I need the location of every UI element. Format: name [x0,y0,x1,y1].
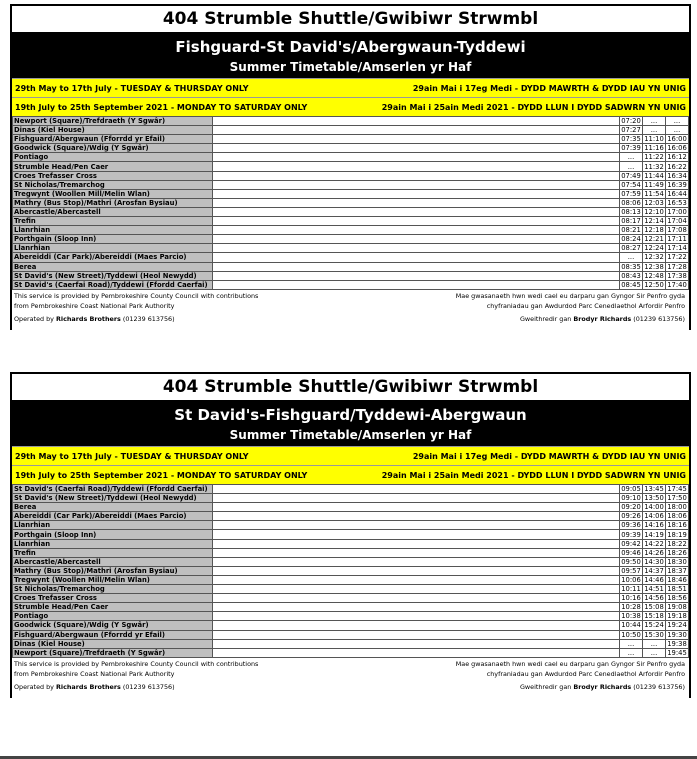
departure-time: 08:35 [621,262,641,271]
departure-time: 16:00 [667,135,687,144]
departure-time: 07:35 [621,135,641,144]
operator-phone-welsh: (01239 613756) [633,314,685,323]
timetable-row [13,198,689,207]
timetable-row [13,630,689,639]
blank-cell [213,575,620,584]
blank-cell [213,503,620,512]
timetable-row [13,594,689,603]
timetable-row [13,171,689,180]
departure-time: 12:18 [644,226,664,235]
departure-time: 19:30 [667,630,687,639]
timetable-grid [12,484,689,658]
departure-time: ... [643,117,666,126]
departure-time: 17:38 [667,271,687,280]
blank-cell [213,603,620,612]
season-heading: Summer Timetable/Amserlen yr Haf [12,58,689,78]
timetable-row [13,226,689,235]
stop-name: Mathry (Bus Stop)/Mathri (Arosfan Bysiau) [13,198,213,207]
timetable-row [13,217,689,226]
departure-time: 18:19 [667,530,687,539]
departure-time: 11:49 [644,180,664,189]
departure-time: 16:39 [667,180,687,189]
service-band-2 [12,465,689,484]
departure-time: 18:26 [667,548,687,557]
operator-name-welsh: Brodyr Richards [573,314,632,323]
departure-time: 12:38 [644,262,664,271]
timetable-row [13,548,689,557]
departure-time: 10:28 [621,603,641,612]
timetable-row [13,648,689,657]
operator-prefix-welsh: Gweithredir gan [519,682,572,691]
blank-cell [213,180,620,189]
band-1-english: 29th May to 17th July - TUESDAY & THURSDAY ONLY [15,83,249,93]
departure-time: 09:26 [621,512,641,521]
departure-time: 16:53 [667,198,687,207]
departure-time: 15:08 [644,603,664,612]
departure-time: 12:24 [644,244,664,253]
timetable-row [13,603,689,612]
timetable-row [13,253,689,262]
departure-time: 09:46 [621,548,641,557]
departure-time: 15:18 [644,612,664,621]
timetable-row [13,512,689,521]
stop-name: Trefin [13,548,213,557]
departure-time: 08:17 [621,217,641,226]
departure-time: ... [620,153,643,162]
departure-time: 09:05 [621,485,641,494]
panel-footer [12,658,689,698]
panel-title: 404 Strumble Shuttle/Gwibiwr Strwmbl [12,6,689,34]
footer-operator-english [14,683,175,691]
departure-time: 14:16 [644,521,664,530]
blank-cell [213,226,620,235]
footer-operator-english [14,315,175,323]
stop-name: St David's (Caerfai Road)/Tyddewi (Ffordd Caerfai) [13,485,213,494]
band-2-welsh: 29ain Mai i 25ain Medi 2021 - DYDD LLUN I DYDD SADWRN YN UNIG [381,102,686,112]
departure-time: 17:50 [667,494,687,503]
departure-time: 14:19 [644,530,664,539]
departure-time: 11:54 [644,189,664,198]
blank-cell [213,485,620,494]
service-band-2 [12,97,689,116]
timetable-row [13,639,689,648]
departure-time: 08:24 [621,235,641,244]
timetable-row [13,585,689,594]
blank-cell [213,253,620,262]
blank-cell [213,207,620,216]
departure-time: 12:48 [644,271,664,280]
timetable-row [13,153,689,162]
blank-cell [213,162,620,171]
operator-name-welsh: Brodyr Richards [573,682,632,691]
footer-contrib-welsh: chyfraniadau gan Awdurdod Parc Cenedlaethol Arfordir Penfro [486,301,685,310]
blank-cell [213,594,620,603]
timetable-grid [12,116,689,290]
blank-cell [213,153,620,162]
departure-time: 09:10 [621,494,641,503]
stop-name: Llanrhian [13,244,213,253]
blank-cell [213,639,620,648]
blank-cell [213,198,620,207]
timetable-row [13,271,689,280]
departure-time: 12:14 [644,217,664,226]
departure-time: 16:22 [667,162,687,171]
stop-name: Newport (Square)/Trefdraeth (Y Sgwâr) [13,117,213,126]
stop-name: Abercastle/Abercastell [13,207,213,216]
departure-time: ... [666,117,689,126]
stop-name: Dinas (Kiel House) [13,126,213,135]
departure-time: ... [643,126,666,135]
service-band-1 [12,446,689,465]
timetable-row [13,557,689,566]
departure-time: 07:27 [621,126,641,135]
departure-time: 15:24 [644,621,664,630]
stop-name: Porthgain (Sloop Inn) [13,530,213,539]
departure-time: 14:06 [644,512,664,521]
blank-cell [213,135,620,144]
blank-cell [213,189,620,198]
departure-time: 09:20 [621,503,641,512]
timetable-row [13,207,689,216]
departure-time: 07:39 [621,144,641,153]
departure-time: 14:51 [644,585,664,594]
departure-time: 12:21 [644,235,664,244]
departure-time: 19:08 [667,603,687,612]
departure-time: 10:50 [621,630,641,639]
departure-time: 18:46 [667,575,687,584]
departure-time: 14:46 [644,575,664,584]
service-band-1 [12,78,689,97]
stop-name: Porthgain (Sloop Inn) [13,235,213,244]
departure-time: 10:06 [621,575,641,584]
timetable-row [13,126,689,135]
timetable-row [13,262,689,271]
departure-time: 18:30 [667,557,687,566]
operator-prefix-welsh: Gweithredir gan [519,314,572,323]
band-2-welsh: 29ain Mai i 25ain Medi 2021 - DYDD LLUN I DYDD SADWRN YN UNIG [381,470,686,480]
stop-name: St Nicholas/Tremarchog [13,180,213,189]
band-2-english: 19th July to 25th September 2021 - MONDAY TO SATURDAY ONLY [15,102,308,112]
band-1-english: 29th May to 17th July - TUESDAY & THURSDAY ONLY [15,451,249,461]
operator-prefix: Operated by [14,682,54,691]
departure-time: 16:06 [667,144,687,153]
blank-cell [213,262,620,271]
timetable-row [13,503,689,512]
operator-phone-welsh: (01239 613756) [633,682,685,691]
blank-cell [213,126,620,135]
departure-time: 17:14 [667,244,687,253]
departure-time: 13:50 [644,494,664,503]
blank-cell [213,621,620,630]
departure-time: 07:20 [621,117,641,126]
departure-time: 16:34 [667,171,687,180]
band-1-welsh: 29ain Mai i 17eg Medi - DYDD MAWRTH & DYDD IAU YN UNIG [412,451,686,461]
footer-funding-english: This service is provided by Pembrokeshire County Council with contributions [14,291,259,300]
departure-time: 19:45 [667,648,687,657]
departure-time: 18:16 [667,521,687,530]
blank-cell [213,557,620,566]
timetable-row [13,575,689,584]
departure-time: 18:00 [667,503,687,512]
timetable-row [13,144,689,153]
departure-time: 14:56 [644,594,664,603]
timetable-row [13,235,689,244]
blank-cell [213,539,620,548]
stop-name: Llanrhian [13,521,213,530]
departure-time: 12:50 [644,280,664,289]
stop-name: St David's (New Street)/Tyddewi (Heol Newydd) [13,271,213,280]
stop-name: Llanrhian [13,539,213,548]
departure-time: 10:11 [621,585,641,594]
blank-cell [213,512,620,521]
departure-time: ... [620,253,643,262]
blank-cell [213,280,620,289]
stop-name: Pontiago [13,153,213,162]
blank-cell [213,144,620,153]
departure-time: 09:50 [621,557,641,566]
departure-time: ... [643,639,666,648]
departure-time: 09:57 [621,566,641,575]
stop-name: Croes Trefasser Cross [13,594,213,603]
timetable-row [13,244,689,253]
operator-phone: (01239 613756) [122,682,175,691]
departure-time: 16:44 [667,189,687,198]
timetable-row [13,135,689,144]
timetable-row [13,280,689,289]
route-heading: St David's-Fishguard/Tyddewi-Abergwaun [12,402,689,426]
departure-time: 14:30 [644,557,664,566]
timetable-row [13,521,689,530]
blank-cell [213,612,620,621]
departure-time: 17:04 [667,217,687,226]
blank-cell [213,271,620,280]
timetable-row [13,485,689,494]
timetable-row [13,180,689,189]
blank-cell [213,494,620,503]
blank-cell [213,566,620,575]
departure-time: 18:51 [667,585,687,594]
footer-contrib-welsh: chyfraniadau gan Awdurdod Parc Cenedlaethol Arfordir Penfro [486,669,685,678]
departure-time: 10:44 [621,621,641,630]
stop-name: Trefin [13,217,213,226]
blank-cell [213,244,620,253]
stop-name: Berea [13,503,213,512]
timetable-row [13,162,689,171]
footer-operator-welsh [520,315,685,323]
departure-time: 17:45 [667,485,687,494]
stop-name: Tregwynt (Woollen Mill/Melin Wlan) [13,575,213,584]
band-2-english: 19th July to 25th September 2021 - MONDAY TO SATURDAY ONLY [15,470,308,480]
departure-time: 19:24 [667,621,687,630]
departure-time: 07:59 [621,189,641,198]
footer-funding-english: This service is provided by Pembrokeshire County Council with contributions [14,659,259,668]
departure-time: 17:28 [667,262,687,271]
stop-name: Llanrhian [13,226,213,235]
footer-contrib-english: from Pembrokeshire Coast National Park Authority [14,669,175,678]
departure-time: 15:30 [644,630,664,639]
blank-cell [213,521,620,530]
footer-funding-welsh: Mae gwasanaeth hwn wedi cael eu darparu gan Gyngor Sir Penfro gyda [455,659,685,668]
departure-time: 18:56 [667,594,687,603]
departure-time: 13:45 [644,485,664,494]
departure-time: 17:40 [667,280,687,289]
timetable-row [13,566,689,575]
operator-phone: (01239 613756) [122,314,175,323]
timetable-row [13,117,689,126]
blank-cell [213,585,620,594]
departure-time: 18:06 [667,512,687,521]
departure-time: ... [643,648,666,657]
stop-name: Pontiago [13,612,213,621]
blank-cell [213,217,620,226]
departure-time: 17:11 [667,235,687,244]
stop-name: Strumble Head/Pen Caer [13,162,213,171]
departure-time: 08:45 [621,280,641,289]
timetable-panel-return [10,372,691,698]
footer-funding-welsh: Mae gwasanaeth hwn wedi cael eu darparu gan Gyngor Sir Penfro gyda [455,291,685,300]
departure-time: 17:22 [667,253,687,262]
departure-time: 14:37 [644,566,664,575]
operator-name: Richards Brothers [55,314,121,323]
departure-time: 17:08 [667,226,687,235]
departure-time: 18:37 [667,566,687,575]
stop-name: St David's (Caerfai Road)/Tyddewi (Ffordd Caerfai) [13,280,213,289]
operator-name: Richards Brothers [55,682,121,691]
departure-time: 12:10 [644,207,664,216]
stop-name: Fishguard/Abergwaun (Fforrdd yr Efail) [13,630,213,639]
departure-time: 11:10 [644,135,664,144]
stop-name: Fishguard/Abergwaun (Fforrdd yr Efail) [13,135,213,144]
departure-time: 19:18 [667,612,687,621]
panel-footer [12,290,689,330]
departure-time: 14:00 [644,503,664,512]
stop-name: St David's (New Street)/Tyddewi (Heol Newydd) [13,494,213,503]
departure-time: 08:13 [621,207,641,216]
stop-name: Croes Trefasser Cross [13,171,213,180]
stop-name: Strumble Head/Pen Caer [13,603,213,612]
route-heading: Fishguard-St David's/Abergwaun-Tyddewi [12,34,689,58]
blank-cell [213,548,620,557]
departure-time: 08:06 [621,198,641,207]
departure-time: 09:42 [621,539,641,548]
departure-time: ... [620,648,643,657]
timetable-row [13,612,689,621]
departure-time: 07:54 [621,180,641,189]
departure-time: 10:38 [621,612,641,621]
timetable-row [13,621,689,630]
stop-name: Berea [13,262,213,271]
stop-name: St Nicholas/Tremarchog [13,585,213,594]
departure-time: 17:00 [667,207,687,216]
footer-contrib-english: from Pembrokeshire Coast National Park Authority [14,301,175,310]
stop-name: Mathry (Bus Stop)/Mathri (Arosfan Bysiau) [13,566,213,575]
departure-time: 18:22 [667,539,687,548]
blank-cell [213,530,620,539]
blank-cell [213,648,620,657]
stop-name: Newport (Square)/Trefdraeth (Y Sgwâr) [13,648,213,657]
blank-cell [213,235,620,244]
season-heading: Summer Timetable/Amserlen yr Haf [12,426,689,446]
departure-time: 09:36 [621,521,641,530]
departure-time: 14:22 [644,539,664,548]
stop-name: Abereiddi (Car Park)/Abereiddi (Maes Parcio) [13,512,213,521]
operator-prefix: Operated by [14,314,54,323]
blank-cell [213,117,620,126]
panel-title: 404 Strumble Shuttle/Gwibiwr Strwmbl [12,374,689,402]
stop-name: Abercastle/Abercastell [13,557,213,566]
departure-time: ... [620,162,643,171]
timetable-row [13,539,689,548]
departure-time: 10:16 [621,594,641,603]
departure-time: 07:49 [621,171,641,180]
departure-time: 08:27 [621,244,641,253]
stop-name: Goodwick (Square)/Wdig (Y Sgwâr) [13,144,213,153]
stop-name: Goodwick (Square)/Wdig (Y Sgwâr) [13,621,213,630]
timetable-row [13,494,689,503]
departure-time: 11:44 [644,171,664,180]
departure-time: 11:32 [644,162,664,171]
band-1-welsh: 29ain Mai i 17eg Medi - DYDD MAWRTH & DYDD IAU YN UNIG [412,83,686,93]
blank-cell [213,630,620,639]
departure-time: 16:12 [667,153,687,162]
timetable-row [13,530,689,539]
blank-cell [213,171,620,180]
departure-time: ... [620,639,643,648]
departure-time: 11:22 [644,153,664,162]
timetable-panel-outbound [10,4,691,330]
departure-time: 08:21 [621,226,641,235]
departure-time: 14:26 [644,548,664,557]
departure-time: 12:32 [644,253,664,262]
departure-time: 08:43 [621,271,641,280]
departure-time: 19:38 [667,639,687,648]
stop-name: Tregwynt (Woollen Mill/Melin Wlan) [13,189,213,198]
departure-time: ... [666,126,689,135]
departure-time: 09:39 [621,530,641,539]
stop-name: Abereiddi (Car Park)/Abereiddi (Maes Parcio) [13,253,213,262]
departure-time: 12:03 [644,198,664,207]
departure-time: 11:16 [644,144,664,153]
timetable-row [13,189,689,198]
stop-name: Dinas (Kiel House) [13,639,213,648]
footer-operator-welsh [520,683,685,691]
